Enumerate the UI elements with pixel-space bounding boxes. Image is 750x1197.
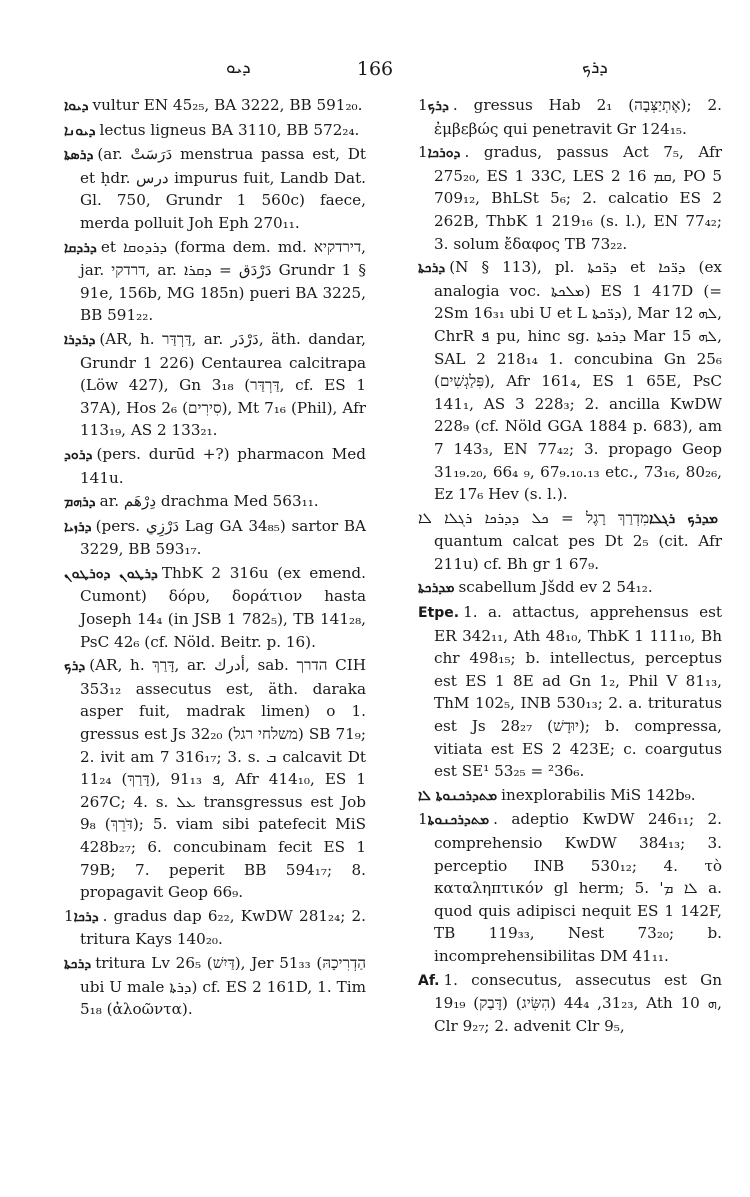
dictionary-entry	[64, 94, 366, 118]
entry-lemma: ܕܪܘܕ	[64, 446, 93, 463]
entry-text: (ar. دَرَسَتْ menstrua passa est, Dt et ḥdr. درس impurus fuit, Landb Dat. Gl. 750, Grundr 1 560c) faece, merda polluit Joh Eph 270₁₁.	[80, 145, 366, 232]
entry-text: 1. consecutus, assecutus est Gn 19₁₉ (דָּבַק) 31₂₃, 44₄ (הִשִּׂיג), Ath ܗ 10, Clr 9₂₇; 2. advenit Clr 9₅,	[434, 970, 722, 1035]
entry-text: vultur EN 45₂₅, BA 3222, BB 591₂₀.	[92, 96, 363, 114]
entry-text: 1. gradus, passus Act 7₅, Afr 275₂₀, ES 1 33C, LES 2 ܩܡ 16, PO 5 709₁₂, BhLSt 5₆; 2. calcatio ES 2 262B, ThbK 1 219₁₆ (s. l.), EN 77₄₂; 3. solum ἔδαφος TB 73₂₂.	[418, 143, 722, 253]
entry-lemma: ܕܪܟܐ	[73, 908, 99, 925]
entry-text: (N § 113), pl. ܕܪ̈ܟܬܐ et ܕܪ̈ܟܐ (ex analogia voc. ܡܠܟܬܐ) ES 1 417D (= 2Sm 16₃₁ ubi U et L ܕܪ̈ܟܬܐ), Mar ܠܗ 12, ChrR ܦ pu, hinc sg. ܕܪܟܬܐ Mar ܠܗ 15, SAL 2 218₁₄ 1. concubina Gn 25₆ (פִּלַגְשִׁים), Afr 161₄, ES 1 65E, PsC 141₁, AS 3 228₃; 2. ancilla KwDW 228₉ (cf. Nöld GGA 1884 p. 683), am 7 143₃, EN 77₄₂; 3. propago Geop 31₁₉.₂₀, 66₄ ₉, 67₉.₁₀.₁₃ etc., 73₁₆, 80₂₆, Ez 17₆ Hev (s. l.).	[434, 258, 722, 504]
entry-text: ar. دِرْهَم drachma Med 563₁₁.	[99, 492, 319, 511]
entry-text: 1. a. attactus, apprehensus est ER 342₁₁, Ath 48₁₀, ThbK 1 111₁₀, Bh chr 498₁₅; b. intellectus, perceptus est ES 1 8E ad Gn 1₂, Phil V 81₁₃, ThM 102₅, INB 530₁₃; 2. a. trituratus est Js 28₂₇ (יוּדָשׁ); b. compressa, vitiata est ES 2 423E; c. coargutus est SE¹ 53₂₅ = ²36₆.	[434, 603, 722, 781]
entry-lemma: ܕܝܘܐ	[64, 98, 89, 114]
left-column	[64, 94, 366, 1022]
entry-lemma: Af.	[418, 972, 440, 989]
dictionary-entry	[418, 94, 722, 140]
entry-text: 1. adeptio KwDW 246₁₁; 2. comprehensio KwDW 384₁₃; 3. perceptio INB 530₁₂; 4. τὸ καταληπτικόν gl herm; 5. 'ܠܐ ܡ a. quod quis adipisci nequit ES 1 142F, TB 119₃₃, Nest 73₂₀; b. incomprehensibilitas DM 41₁₁.	[418, 810, 722, 965]
dictionary-entry	[64, 143, 366, 234]
dictionary-entry	[64, 443, 366, 489]
dictionary-entry	[418, 784, 722, 808]
entry-lemma: ܡܕܪܟܬܐ	[418, 580, 455, 597]
entry-text: inexplorabilis MiS 142b₉.	[501, 785, 696, 804]
entry-lemma: ܕܘܪܟܐ	[427, 145, 461, 162]
entry-text: 1. gressus Hab 2₁ (אֶתְיַצְּבָה); 2. ἐμβεβώς qui penetravit Gr 124₁₅.	[418, 96, 722, 138]
right-column	[418, 94, 722, 1038]
entry-text: tritura Lv 26₅ (דַּיִשׁ), Jer 51₃₃ (הַדְרִיכָהּ ubi U male ܕܪܬܐ) cf. ES 2 161D, 1. Tim 5₁₈ (ἀλοῶντα).	[80, 953, 366, 1019]
entry-lemma: ܕܪܗܡ	[64, 494, 96, 511]
dictionary-entry	[64, 328, 366, 442]
entry-text: (AR, h. דַּרְדַּר, ar. دَرْدَر, äth. dandar, Grundr 1 226) Centaurea calcitrapa (Löw 427), Gn 3₁₈ (דַּרְדַּר, cf. ES 1 37A), Hos 2₆ (סִירִים), Mt 7₁₆ (Phil), Afr 113₁₉, AS 2 133₂₁.	[80, 329, 366, 440]
dictionary-entry	[64, 654, 366, 904]
entry-lemma: ܕܪܟ	[64, 658, 86, 675]
entry-lemma: Etpe.	[418, 605, 460, 622]
entry-text: (AR, h. דָּרַךְ, ar. أدرك, sab. הדרך CIH 353₁₂ assecutus est, äth. daraka asper fuit, madrak limen) o 1. gressus est Js 32₂₀ (משלחי רגל) SB 71₉; 2. ivit am 7 316₁₇; 3. s. ܒ calcavit Dt 11₂₄ (דָּרַךְ), ܦ 91₁₃, Afr 414₁₀, ES 1 267C; 4. s. ܥܠ transgressus est Job 9₈ (דֹּרֵךְ); 5. viam sibi patefecit MiS 428b₂₇; 6. concubinam fecit ES 1 79B; 7. peperit BB 594₁₇; 8. propagavit Geop 66₉.	[80, 656, 366, 902]
dictionary-entry	[64, 952, 366, 1021]
dictionary-entry	[418, 969, 722, 1038]
entry-lemma: ܕܪܟ	[427, 98, 449, 114]
running-head-right: ܕܪܟ	[582, 58, 608, 78]
dictionary-entry	[418, 141, 722, 255]
dictionary-entry	[64, 562, 366, 653]
dictionary-entry	[418, 601, 722, 783]
dictionary-entry	[64, 905, 366, 951]
entry-lemma: ܕܪܟܬܐ	[64, 955, 92, 972]
entry-lemma: ܡܬܕܪܟܢܘܬܐ ܠܐ	[418, 787, 498, 804]
entry-lemma: ܕܪܛܘܢ ܕܘܪܛܘܢ	[64, 565, 158, 582]
entry-lemma: ܡܕܪܟ ܪܓܠܐ	[649, 510, 718, 527]
entry-text: et ܕܪܕܘܩܐ (forma dem. md. דירדקיא, jar. דרדקי, ar. دَرْدَق = ܕܩܪܐ Grundr 1 § 91e, 156b, MG 185n) pueri BA 3225, BB 591₂₂.	[80, 237, 366, 325]
entry-lemma: ܕܪܣܬܐ	[64, 147, 94, 164]
dictionary-entry	[64, 515, 366, 561]
page-number: 166	[356, 58, 394, 80]
entry-text: (pers. دَرْزِي Lag GA 34₈₅) sartor BA 3229, BB 593₁₇.	[80, 516, 366, 559]
entry-text: lectus ligneus BA 3110, BB 572₂₄.	[99, 120, 360, 139]
entry-lemma: ܕܪܕܪܐ	[64, 331, 96, 348]
entry-text: scabellum Jšdd ev 2 54₁₂.	[458, 578, 653, 597]
entry-lemma: ܕܪܕܩܐ	[64, 239, 97, 256]
entry-text: 1. gradus dap 6₂₂, KwDW 281₂₄; 2. tritura Kays 140₂₀.	[64, 906, 366, 949]
dictionary-entry	[64, 119, 366, 143]
running-head-left: ܕܝܘ	[226, 58, 251, 78]
dictionary-entry	[418, 576, 722, 600]
entry-lemma: ܕܝܘܢܐ	[64, 122, 96, 139]
entry-lemma: ܕܪܟܬܐ	[418, 260, 446, 277]
dictionary-entry	[418, 256, 722, 506]
entry-text: (pers. durūd +?) pharmacon Med 141u.	[80, 444, 366, 487]
entry-text: מִדְרַךְ רָגֶל = ܟܠ ܕܕܪܟܐ ܪܓܠܐ ܠܐ quantum calcat pes Dt 2₅ (cit. Afr 211u) cf. Bh gr 1 67₉.	[418, 508, 722, 573]
dictionary-entry	[418, 507, 722, 576]
dictionary-entry	[64, 236, 366, 327]
entry-text: ThbK 2 316u (ex emend. Cumont) δόρυ, δοράτιον hasta Joseph 14₄ (in JSB 1 782₅), TB 141₂₈, PsC 42₆ (cf. Nöld. Beitr. p. 16).	[80, 563, 366, 651]
entry-lemma: ܕܪܙܝܐ	[64, 518, 92, 535]
page-header	[0, 58, 750, 88]
entry-lemma: ܡܬܕܪܟܢܘܬܐ	[427, 812, 490, 829]
dictionary-entry	[64, 490, 366, 514]
dictionary-entry	[418, 808, 722, 967]
